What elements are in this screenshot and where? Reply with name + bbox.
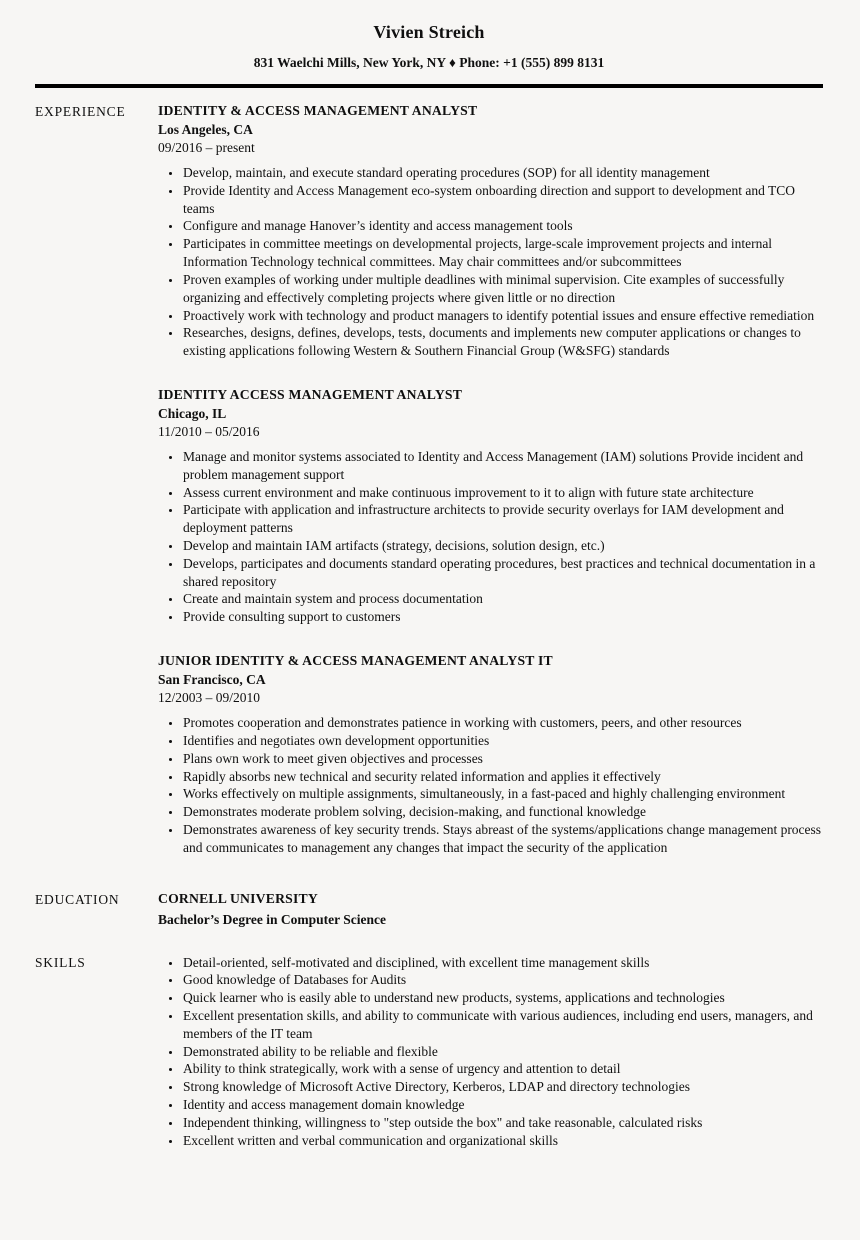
bullet-item: • Develop, maintain, and execute standard operating procedures (SOP) for all identity management [182,164,823,182]
job-location: Chicago, IL [158,405,227,421]
job-dates: 12/2003 – 09/2010 [158,690,261,706]
job-dates: 11/2010 – 05/2016 [158,423,260,439]
bullet-item: • Participate with application and infrastructure architects to provide security overlays for IAM development and deployment patterns [182,501,823,537]
bullet-item: • Good knowledge of Databases for Audits [182,971,823,989]
bullet-item: • Provide Identity and Access Management eco-system onboarding direction and support to development and TCO teams [182,182,823,218]
header-divider [35,84,823,88]
job-title: IDENTITY ACCESS MANAGEMENT ANALYST [158,386,463,402]
bullet-item: • Strong knowledge of Microsoft Active Directory, Kerberos, LDAP and directory technologies [182,1078,823,1096]
section-experience [35,103,823,857]
candidate-name: Vivien Streich [373,22,485,42]
section-skills [35,954,823,1150]
section-education [35,891,823,928]
contact-line: 831 Waelchi Mills, New York, NY ♦ Phone: +1 (555) 899 8131 [253,55,605,70]
bullet-item: • Demonstrates moderate problem solving, decision-making, and functional knowledge [182,803,823,821]
job-location: Los Angeles, CA [158,122,253,137]
job-title: JUNIOR IDENTITY & ACCESS MANAGEMENT ANALYST IT [158,653,553,669]
skills-label: SKILLS [35,954,86,970]
bullet-item: • Demonstrated ability to be reliable and flexible [182,1043,823,1061]
job-bullet-list [158,164,823,360]
education-content [158,891,823,928]
job-entry [158,653,823,857]
bullet-item: • Identity and access management domain knowledge [182,1096,823,1114]
degree-name: Bachelor’s Degree in Computer Science [158,911,386,927]
skills-bullet-list [158,954,823,1150]
bullet-item: • Participates in committee meetings on developmental projects, large-scale improvement projects and internal Information Technology technical committees. May chair committees and/or subcommittees [182,235,823,271]
bullet-item: • Proactively work with technology and product managers to identify potential issues and ensure effective remediation [182,307,823,325]
bullet-item: • Develop and maintain IAM artifacts (strategy, decisions, solution design, etc.) [182,537,823,555]
bullet-item: • Promotes cooperation and demonstrates patience in working with customers, peers, and other resources [182,714,823,732]
bullet-item: • Detail-oriented, self-motivated and disciplined, with excellent time management skills [182,954,823,972]
bullet-item: • Researches, designs, defines, develops, tests, documents and implements new computer applications or changes to existing applications following Western & Southern Financial Group (W&SFG) standards [182,324,823,360]
bullet-item: • Quick learner who is easily able to understand new products, systems, applications and technologies [182,989,823,1007]
bullet-item: • Identifies and negotiates own development opportunities [182,732,823,750]
job-bullet-list [158,448,823,626]
bullet-item: • Excellent presentation skills, and ability to communicate with various audiences, including end users, managers, and members of the IT team [182,1007,823,1043]
experience-label: EXPERIENCE [35,104,126,119]
bullet-item: • Rapidly absorbs new technical and security related information and applies it effectively [182,768,823,786]
job-dates: 09/2016 – present [158,140,255,155]
resume-header [35,22,823,88]
bullet-item: • Assess current environment and make continuous improvement to it to align with future state architecture [182,484,823,502]
bullet-item: • Proven examples of working under multiple deadlines with minimal supervision. Cite examples of successfully organizing and effectively completing projects where given little or no direction [182,271,823,307]
bullet-item: • Independent thinking, willingness to "step outside the box" and take reasonable, calculated risks [182,1114,823,1132]
experience-content [158,103,823,857]
bullet-item: • Excellent written and verbal communication and organizational skills [182,1132,823,1150]
bullet-item: • Plans own work to meet given objectives and processes [182,750,823,768]
job-entry [158,103,823,360]
bullet-item: • Manage and monitor systems associated to Identity and Access Management (IAM) solutions Provide incident and problem management support [182,448,823,484]
bullet-item: • Develops, participates and documents standard operating procedures, best practices and technical documentation in a shared repository [182,555,823,591]
bullet-item: • Configure and manage Hanover’s identity and access management tools [182,217,823,235]
bullet-item: • Works effectively on multiple assignments, simultaneously, in a fast-paced and highly challenging environment [182,785,823,803]
bullet-item: • Provide consulting support to customers [182,608,823,626]
school-name: CORNELL UNIVERSITY [158,890,318,906]
bullet-item: • Demonstrates awareness of key security trends. Stays abreast of the systems/applications change management process and communicates to management any changes that impact the security of the application [182,821,823,857]
bullet-item: • Ability to think strategically, work with a sense of urgency and attention to detail [182,1060,823,1078]
bullet-item: • Create and maintain system and process documentation [182,590,823,608]
job-location: San Francisco, CA [158,672,266,688]
education-label: EDUCATION [35,891,120,907]
skills-content [158,954,823,1150]
job-title: IDENTITY & ACCESS MANAGEMENT ANALYST [158,103,478,118]
job-entry [158,387,823,626]
job-bullet-list [158,714,823,857]
